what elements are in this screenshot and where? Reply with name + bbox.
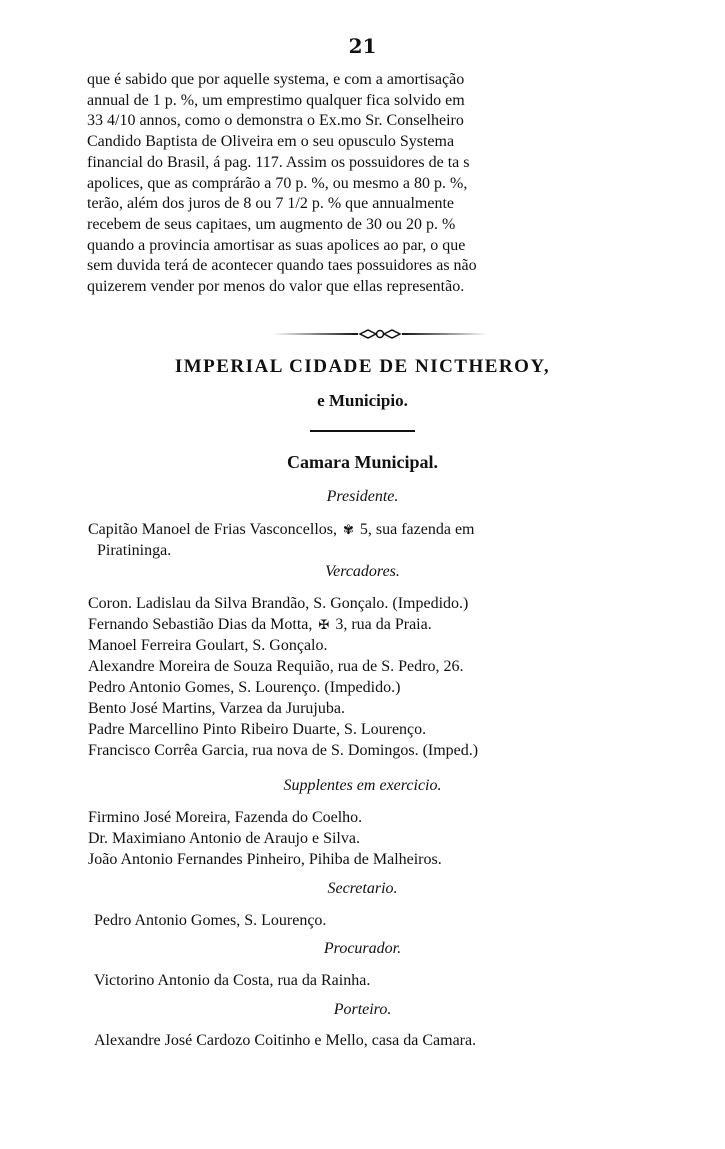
secretario-label: Secretario. bbox=[327, 880, 398, 897]
porteiro-entry: Alexandre José Cardozo Coitinho e Mello, casa da Camara. bbox=[94, 1032, 477, 1049]
entry-text: Capitão Manoel de Frias Vasconcellos, bbox=[88, 521, 337, 538]
list-item: Manoel Ferreira Goulart, S. Gonçalo. bbox=[88, 637, 328, 654]
order-rose-icon: ✾ bbox=[342, 522, 354, 537]
paragraph-line: Candido Baptista de Oliveira em o seu opusculo Systema bbox=[87, 133, 455, 151]
paragraph-line: sem duvida terá de acontecer quando taes possuidores as não bbox=[87, 257, 477, 275]
paragraph-line: que é sabido que por aquelle systema, e com a amortisação bbox=[87, 71, 465, 88]
entry-continuation: Piratininga. bbox=[97, 541, 172, 559]
section-rule bbox=[310, 430, 415, 432]
list-item: Coron. Ladislau da Silva Brandão, S. Gonçalo. (Impedido.) bbox=[88, 595, 469, 612]
city-heading: IMPERIAL CIDADE DE NICTHEROY, bbox=[174, 356, 551, 377]
intro-paragraph bbox=[87, 70, 674, 298]
section-heading: Camara Municipal. bbox=[287, 452, 438, 472]
procurador-label: Procurador. bbox=[323, 940, 402, 957]
supplentes-label: Supplentes em exercicio. bbox=[283, 777, 442, 794]
list-item: Francisco Corrêa Garcia, rua nova de S. Domingos. (Imped.) bbox=[88, 742, 479, 759]
porteiro-label: Porteiro. bbox=[333, 1001, 392, 1018]
list-item bbox=[88, 615, 688, 636]
entry-text: Fernando Sebastião Dias da Motta, bbox=[88, 616, 313, 633]
paragraph-line: recebem de seus capitaes, um augmento de 30 ou 20 p. % bbox=[87, 215, 456, 233]
list-item: Firmino José Moreira, Fazenda do Coelho. bbox=[88, 809, 363, 826]
page-number: 21 bbox=[348, 34, 377, 58]
list-item: João Antonio Fernandes Pinheiro, Pihiba de Malheiros. bbox=[88, 851, 442, 868]
paragraph-line: quizerem vender por menos do valor que ellas representão. bbox=[87, 278, 465, 296]
entry-text: 3, rua da Praia. bbox=[335, 616, 432, 633]
procurador-entry: Victorino Antonio da Costa, rua da Rainha. bbox=[94, 972, 371, 989]
paragraph-line: apolices, que as comprárão a 70 p. %, ou mesmo a 80 p. %, bbox=[87, 174, 468, 192]
list-item: Alexandre Moreira de Souza Requião, rua de S. Pedro, 26. bbox=[88, 658, 464, 675]
paragraph-line: financial do Brasil, á pag. 117. Assim os possuidores de ta s bbox=[87, 153, 470, 171]
list-item: Padre Marcellino Pinto Ribeiro Duarte, S. Lourenço. bbox=[88, 721, 427, 738]
list-item: Dr. Maximiano Antonio de Araujo e Silva. bbox=[88, 830, 360, 847]
paragraph-line: 33 4/10 annos, como o demonstra o Ex.mo Sr. Conselheiro bbox=[87, 112, 464, 130]
paragraph-line: terão, além dos juros de 8 ou 7 1/2 p. % que annualmente bbox=[87, 195, 455, 213]
secretario-entry: Pedro Antonio Gomes, S. Lourenço. bbox=[94, 912, 327, 929]
entry-text: 5, sua fazenda em bbox=[359, 521, 475, 538]
presidente-entry bbox=[88, 520, 688, 561]
vereadores-label: Vercadores. bbox=[325, 563, 400, 580]
paragraph-line: annual de 1 p. %, um emprestimo qualquer fica solvido em bbox=[87, 91, 465, 109]
list-item: Pedro Antonio Gomes, S. Lourenço. (Impedido.) bbox=[88, 679, 401, 696]
city-subheading: e Municipio. bbox=[317, 391, 408, 410]
list-item: Bento José Martins, Varzea da Jurujuba. bbox=[88, 700, 345, 717]
order-cross-icon: ✠ bbox=[318, 617, 330, 632]
decorative-divider-icon bbox=[272, 327, 488, 341]
paragraph-line: quando a provincia amortisar as suas apolices ao par, o que bbox=[87, 236, 466, 254]
presidente-label: Presidente. bbox=[326, 488, 399, 505]
